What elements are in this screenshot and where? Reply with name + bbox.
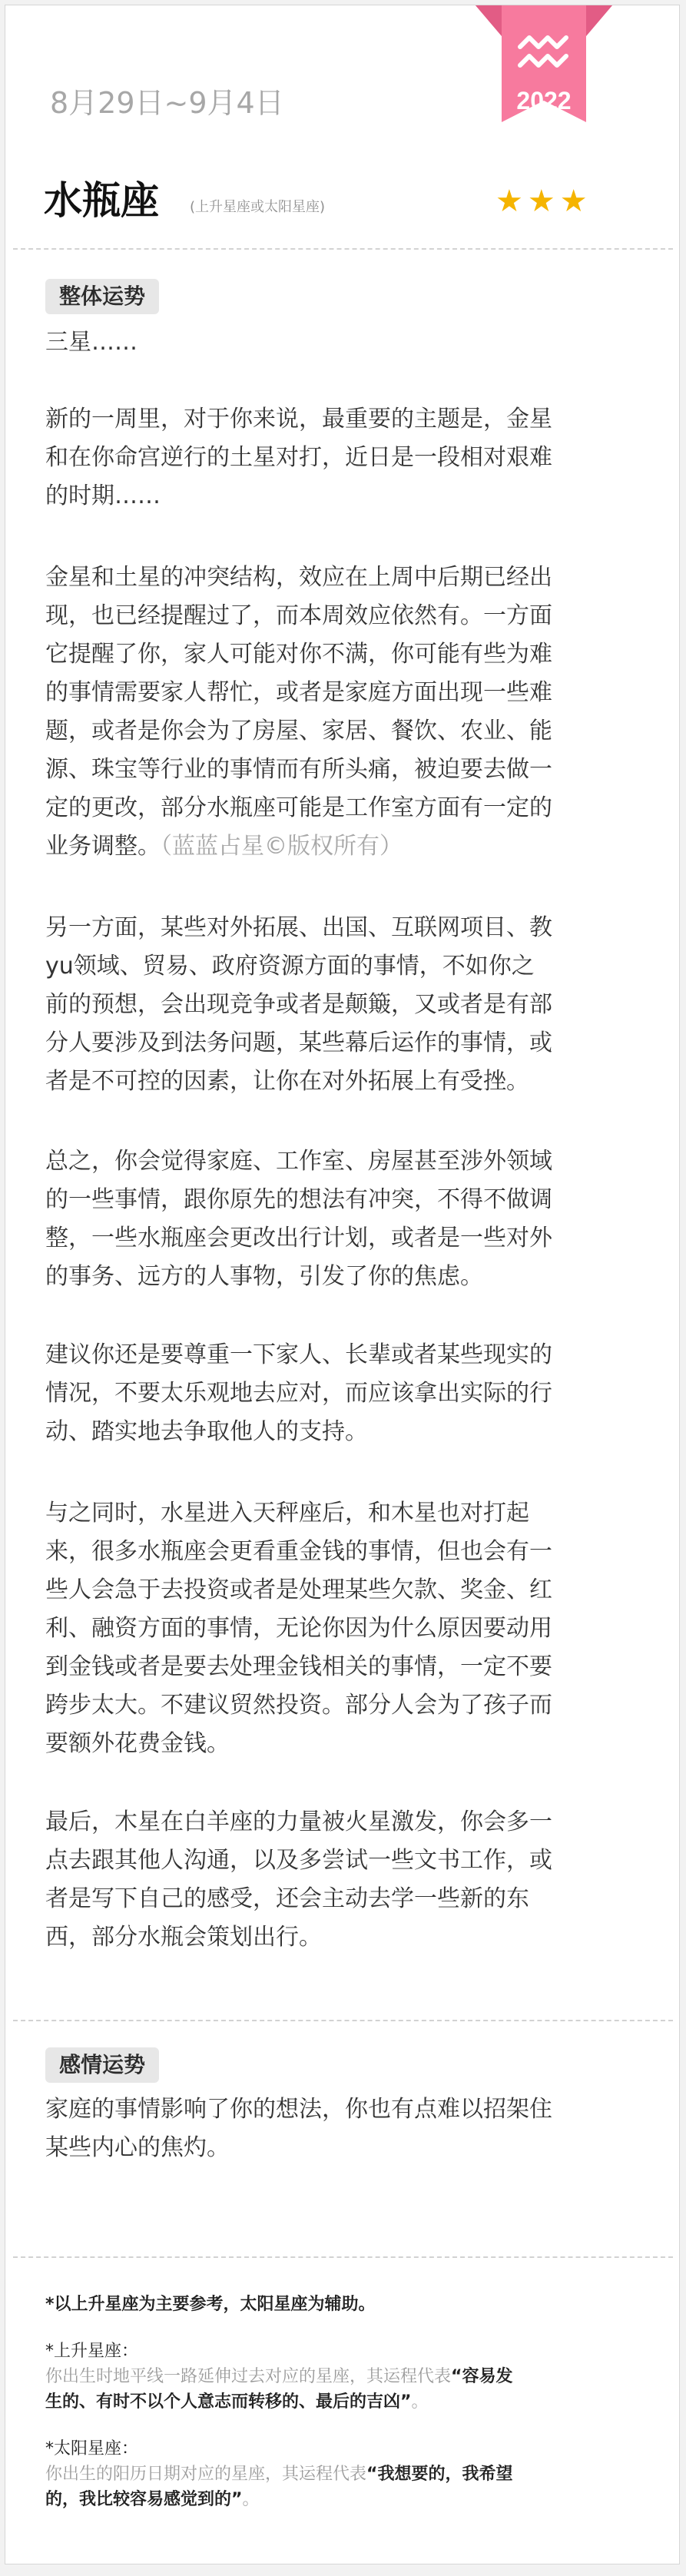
note-asc-line-2 [45, 2389, 652, 2415]
text-line: 另一方面，某些对外拓展、出国、互联网项目、教 [45, 914, 552, 941]
sign-name: 水瓶座 [44, 178, 159, 223]
header-divider [13, 248, 673, 250]
paragraph-4 [45, 909, 652, 1101]
text-line: 来，很多水瓶座会更看重金钱的事情，但也会有一 [45, 1538, 552, 1565]
text-line: 某些内心的焦灼。 [45, 2134, 230, 2161]
text-line: 的事情需要家人帮忙，或者是家庭方面出现一些难 [45, 679, 552, 706]
text-line: 情况，不要太乐观地去应对，而应该拿出实际的行 [45, 1380, 552, 1407]
section-title-love: 感情运势 [45, 2047, 159, 2083]
text-line: 的时期…… [45, 482, 161, 509]
text-fragment: 业务调整。 [45, 833, 161, 860]
text-line: 到金钱或者是要去处理金钱相关的事情，一定不要 [45, 1653, 552, 1680]
note-spacer [45, 2317, 652, 2339]
text-line: 动、踏实地去争取他人的支持。 [45, 1418, 368, 1445]
note-emphasis: “我想要的，我希望 [366, 2465, 513, 2484]
text-line: 新的一周里，对于你来说，最重要的主题是，金星 [45, 406, 552, 433]
note-text: 。 [411, 2392, 429, 2412]
text-line: 的一些事情，跟你原先的想法有冲突，不得不做调 [45, 1186, 552, 1213]
text-line: 分人要涉及到法务问题，某些幕后运作的事情，或 [45, 1029, 552, 1056]
text-line: 前的预想，会出现竞争或者是颠簸，又或者是有部 [45, 991, 552, 1018]
text-line: 现，也已经提醒过了，而本周效应依然有。一方面 [45, 602, 552, 629]
text-line-with-copyright [45, 827, 652, 866]
notes-divider [13, 2256, 673, 2258]
paragraph-1 [45, 323, 652, 362]
love-paragraph [45, 2090, 652, 2167]
text-line: 些人会急于去投资或者是处理某些欠款、奖金、红 [45, 1576, 552, 1603]
text-line: 定的更改，部分水瓶座可能是工作室方面有一定的 [45, 794, 552, 821]
note-sun-title: *太阳星座： [45, 2439, 139, 2458]
text-line: 最后，木星在白羊座的力量被火星激发，你会多一 [45, 1809, 552, 1835]
text-line: 题，或者是你会为了房屋、家居、餐饮、农业、能 [45, 718, 552, 744]
star-rating: ★★★ [495, 184, 592, 219]
note-main: *以上升星座为主要参考，太阳星座为辅助。 [45, 2295, 376, 2314]
section-divider [13, 2020, 673, 2021]
section-title-overall: 整体运势 [45, 279, 159, 314]
text-line: 要额外花费金钱。 [45, 1730, 230, 1757]
note-text: 你出生的阳历日期对应的星座，其运程代表 [45, 2465, 367, 2484]
text-line: 家庭的事情影响了你的想法，你也有点难以招架住 [45, 2096, 552, 2123]
note-spacer [45, 2415, 652, 2436]
note-text: 你出生时地平线一路延伸过去对应的星座，其运程代表 [45, 2367, 452, 2386]
copyright-note: （蓝蓝占星©版权所有） [161, 833, 403, 860]
text-line: 它提醒了你，家人可能对你不满，你可能有些为难 [45, 641, 552, 668]
text-line: 和在你命宫逆行的土星对打，近日是一段相对艰难 [45, 444, 552, 471]
text-line: 利、融资方面的事情，无论你因为什么原因要动用 [45, 1615, 552, 1642]
text-line: 总之，你会觉得家庭、工作室、房屋甚至涉外领域 [45, 1148, 552, 1175]
text-line: 跨步太大。不建议贸然投资。部分人会为了孩子而 [45, 1692, 552, 1719]
text-line: 点去跟其他人沟通，以及多尝试一些文书工作，或 [45, 1847, 552, 1874]
paragraph-6 [45, 1336, 652, 1451]
sign-subtitle: (上升星座或太阳星座) [190, 199, 326, 215]
paragraph-3 [45, 559, 652, 866]
text-line: 者是不可控的因素，让你在对外拓展上有受挫。 [45, 1068, 529, 1095]
date-range: 8月29日~9月4日 [50, 86, 284, 120]
paragraph-5 [45, 1142, 652, 1296]
note-emphasis: “容易发 [451, 2367, 513, 2386]
text-line: 建议你还是要尊重一下家人、长辈或者某些现实的 [45, 1341, 552, 1368]
text-line: 者是写下自己的感受，还会主动去学一些新的东 [45, 1885, 529, 1912]
note-emphasis: 生的、有时不以个人意志而转移的、最后的吉凶” [45, 2392, 412, 2412]
text-line: 西，部分水瓶会策划出行。 [45, 1924, 322, 1951]
paragraph-8 [45, 1803, 652, 1957]
note-sun-line-2 [45, 2487, 652, 2512]
paragraph-2 [45, 400, 652, 516]
note-asc-line-1 [45, 2364, 652, 2389]
text-line: 与之同时，水星进入天秤座后，和木星也对打起 [45, 1500, 529, 1527]
footnotes [45, 2292, 652, 2512]
text-line: 源、珠宝等行业的事情而有所头痛，被迫要去做一 [45, 756, 552, 783]
year-label: 2022 [516, 87, 572, 114]
text-line: 三星…… [45, 329, 138, 356]
note-asc-title: *上升星座： [45, 2342, 139, 2361]
text-line: 整，一些水瓶座会更改出行计划，或者是一些对外 [45, 1225, 552, 1252]
horoscope-card [5, 5, 680, 2564]
note-text: 。 [242, 2490, 260, 2509]
text-line: yu领域、贸易、政府资源方面的事情，不如你之 [45, 953, 535, 980]
text-line: 金星和土星的冲突结构，效应在上周中后期已经出 [45, 564, 552, 591]
text-line: 的事务、远方的人事物，引发了你的焦虑。 [45, 1263, 483, 1290]
note-sun-line-1 [45, 2462, 652, 2487]
paragraph-7 [45, 1494, 652, 1763]
aquarius-icon [517, 33, 571, 71]
year-ribbon-badge [476, 5, 612, 122]
note-emphasis: 的，我比较容易感觉到的” [45, 2490, 243, 2509]
